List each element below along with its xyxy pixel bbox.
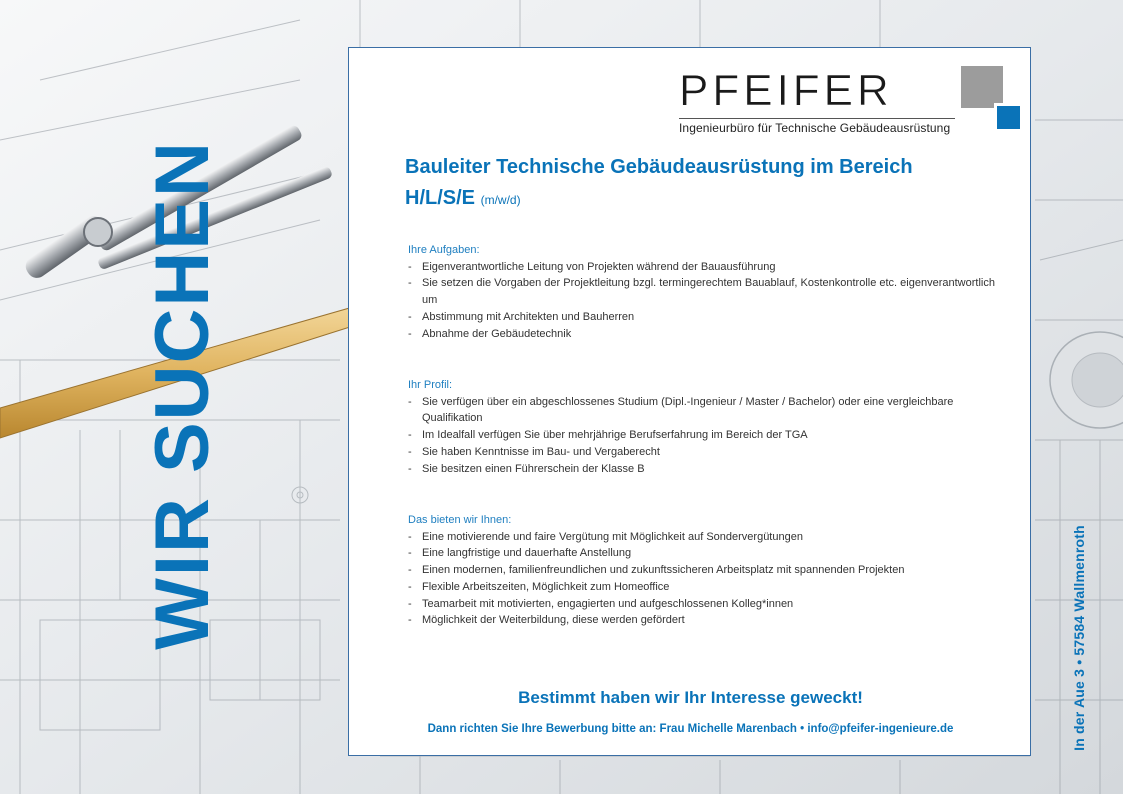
offer-section bbox=[408, 512, 1008, 629]
tasks-heading: Ihre Aufgaben: bbox=[408, 244, 480, 256]
company-address: In der Aue 3 • 57584 Wallmenroth bbox=[1071, 525, 1087, 751]
offer-list bbox=[408, 529, 1008, 629]
list-item: - Sie besitzen einen Führerschein der Klasse B bbox=[408, 461, 1008, 478]
job-title-line2: H/L/S/E bbox=[405, 187, 476, 209]
profile-section bbox=[408, 377, 1008, 477]
logo-divider bbox=[679, 118, 955, 119]
job-title bbox=[405, 152, 995, 216]
list-item: - Sie verfügen über ein abgeschlossenes Studium (Dipl.-Ingenieur / Master / Bachelor) oder eine vergleichbare Qualifikation bbox=[408, 394, 1008, 427]
list-item: - Möglichkeit der Weiterbildung, diese werden gefördert bbox=[408, 612, 1008, 629]
list-item: - Sie haben Kenntnisse im Bau- und Vergaberecht bbox=[408, 444, 1008, 461]
tasks-list bbox=[408, 259, 1008, 343]
headline-wir-suchen: WIR SUCHEN bbox=[140, 140, 225, 650]
list-item: - Eine motivierende und faire Vergütung mit Möglichkeit auf Sondervergütungen bbox=[408, 529, 1008, 546]
list-item: - Flexible Arbeitszeiten, Möglichkeit zum Homeoffice bbox=[408, 579, 1008, 596]
job-title-line1: Bauleiter Technische Gebäudeausrüstung im Bereich bbox=[405, 156, 913, 178]
list-item: - Im Idealfall verfügen Sie über mehrjährige Berufserfahrung im Bereich der TGA bbox=[408, 427, 1008, 444]
profile-list bbox=[408, 394, 1008, 478]
list-item: - Eine langfristige und dauerhafte Anstellung bbox=[408, 545, 1008, 562]
list-item: - Teamarbeit mit motivierten, engagierten und aufgeschlossenen Kolleg*innen bbox=[408, 596, 1008, 613]
logo-wordmark: PFEIFER bbox=[679, 66, 893, 115]
call-to-action: Bestimmt haben wir Ihr Interesse geweckt! bbox=[518, 688, 863, 707]
company-logo bbox=[679, 65, 1019, 135]
list-item: - Abstimmung mit Architekten und Bauherren bbox=[408, 309, 1008, 326]
list-item: - Sie setzen die Vorgaben der Projektleitung bzgl. termingerechtem Bauablauf, Kostenkontrolle etc. eigenverantwortlich um bbox=[408, 275, 1008, 308]
job-ad-card bbox=[348, 47, 1031, 756]
list-item: - Einen modernen, familienfreundlichen und zukunftssicheren Arbeitsplatz mit spannenden Projekten bbox=[408, 562, 1008, 579]
logo-grey-square bbox=[961, 66, 1003, 108]
list-item: - Eigenverantwortliche Leitung von Projekten während der Bauausführung bbox=[408, 259, 1008, 276]
job-title-suffix: (m/w/d) bbox=[480, 193, 521, 207]
tasks-section bbox=[408, 242, 1008, 342]
profile-heading: Ihr Profil: bbox=[408, 379, 453, 391]
logo-blue-square bbox=[994, 103, 1020, 129]
offer-heading: Das bieten wir Ihnen: bbox=[408, 514, 512, 526]
contact-line: Dann richten Sie Ihre Bewerbung bitte an: Frau Michelle Marenbach • info@pfeifer-ingenieure.de bbox=[427, 723, 954, 735]
list-item: - Abnahme der Gebäudetechnik bbox=[408, 326, 1008, 343]
logo-subtitle: Ingenieurbüro für Technische Gebäudeausrüstung bbox=[679, 121, 951, 135]
